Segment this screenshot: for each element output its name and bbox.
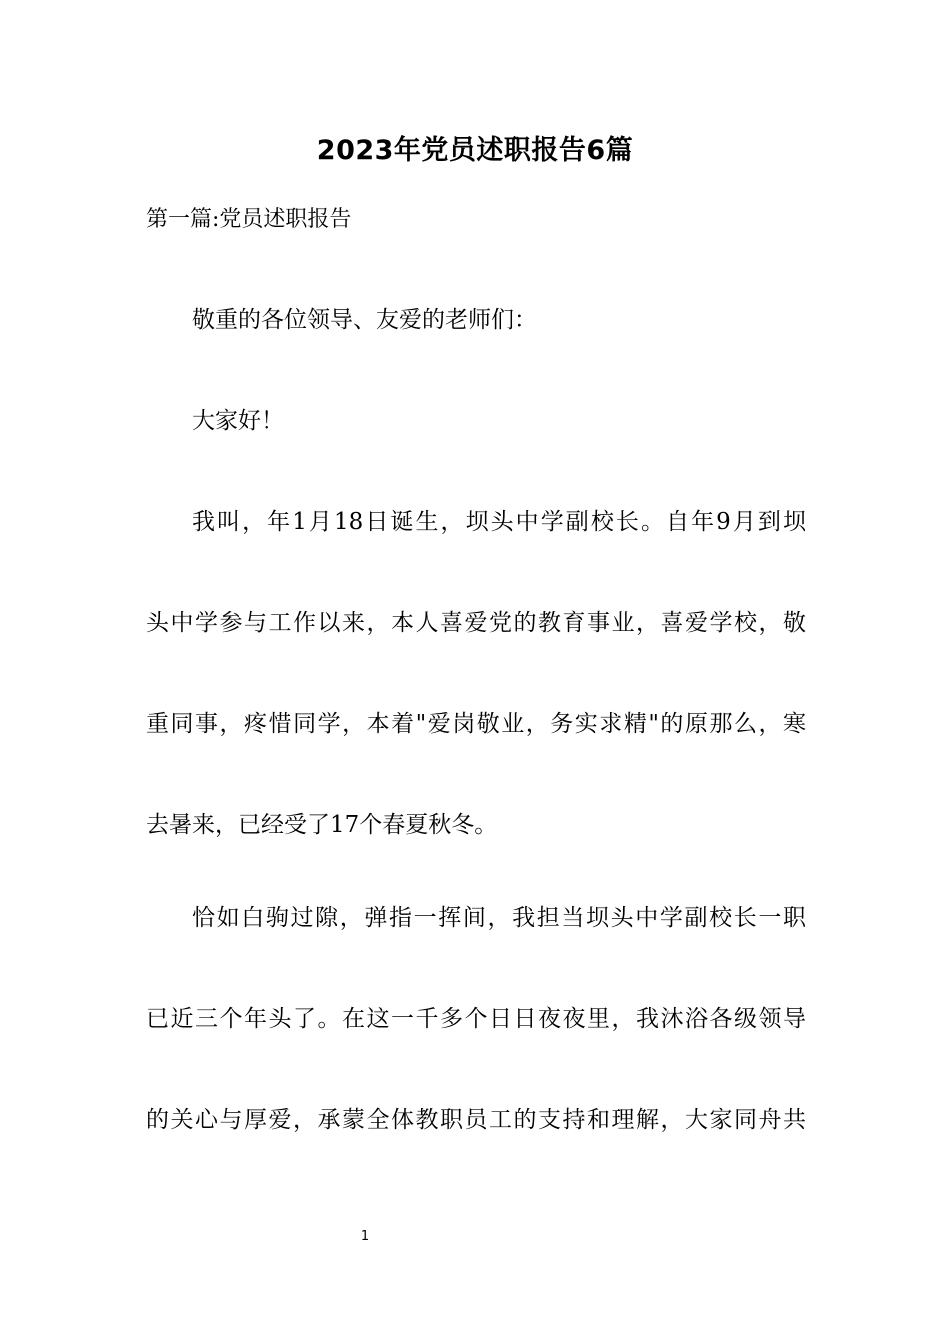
paragraph-2: [146, 901, 806, 1137]
paragraph-line: 我叫，年1月18日诞生，坝头中学副校长。自年9月到坝: [192, 509, 806, 535]
paragraph-line: 重同事，疼惜同学，本着"爱岗敬业，务实求精"的原那么，寒: [146, 711, 806, 737]
paragraph-line: 去暑来，已经受了17个春夏秋冬。: [146, 812, 498, 838]
section-heading: 第一篇:党员述职报告: [146, 207, 352, 232]
salutation: 敬重的各位领导、友爱的老师们：: [192, 307, 537, 333]
page-number: 1: [360, 1229, 370, 1244]
paragraph-line: 恰如白驹过隙，弹指一挥间，我担当坝头中学副校长一职: [192, 905, 806, 931]
greeting: 大家好！: [192, 408, 284, 434]
paragraph-1: [146, 505, 806, 842]
paragraph-line: 的关心与厚爱，承蒙全体教职员工的支持和理解，大家同舟共: [146, 1107, 806, 1133]
paragraph-line: 头中学参与工作以来，本人喜爱党的教育事业，喜爱学校，敬: [146, 610, 806, 636]
paragraph-line: 已近三个年头了。在这一千多个日日夜夜里，我沐浴各级领导: [146, 1006, 806, 1032]
document-title: 2023年党员述职报告6篇: [316, 135, 634, 166]
